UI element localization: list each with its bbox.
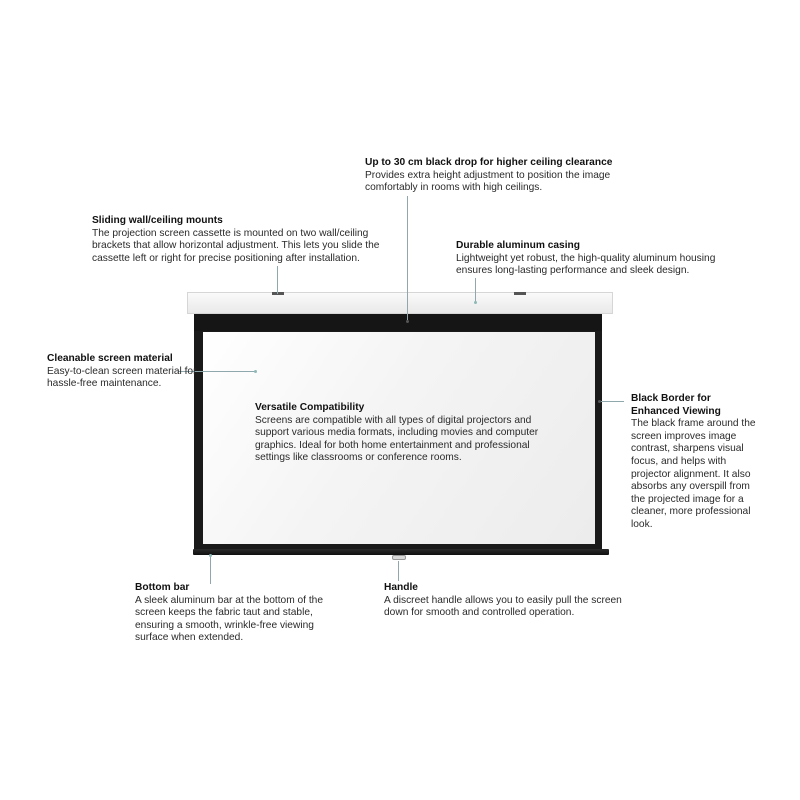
left-mount-bracket xyxy=(272,292,284,295)
leader-line-black-drop xyxy=(407,196,408,320)
callout-compatibility xyxy=(255,402,550,465)
callout-title: Durable aluminum casing xyxy=(456,240,580,251)
black-drop xyxy=(194,314,602,332)
callout-material xyxy=(47,353,197,391)
callout-description: The black frame around the screen improves image contrast, sharpens visual focus, and helps with projector alignment. It also absorbs any overspill from the projected image for a cleaner, more professional look. xyxy=(631,418,756,530)
callout-mounts xyxy=(92,215,387,265)
leader-line-handle xyxy=(398,561,399,581)
aluminum-casing xyxy=(187,292,613,314)
callout-description: A sleek aluminum bar at the bottom of the screen keeps the fabric taut and stable, ensuring a smooth, wrinkle-free viewing surface when extended. xyxy=(135,594,324,644)
callout-title: Black Border for Enhanced Viewing xyxy=(631,393,721,417)
callout-description: Provides extra height adjustment to position the image comfortably in rooms with high ceilings. xyxy=(365,169,611,194)
callout-title: Up to 30 cm black drop for higher ceiling clearance xyxy=(365,157,613,168)
right-mount-bracket xyxy=(514,292,526,295)
callout-title: Handle xyxy=(384,582,418,593)
marker-bottom-bar xyxy=(209,554,212,557)
callout-border xyxy=(631,393,759,532)
marker-black-drop xyxy=(406,320,409,323)
callout-description: Easy-to-clean screen material for hassle-free maintenance. xyxy=(47,365,197,390)
callout-title: Bottom bar xyxy=(135,582,190,593)
callout-title: Sliding wall/ceiling mounts xyxy=(92,215,223,226)
callout-title: Cleanable screen material xyxy=(47,353,173,364)
leader-line-casing xyxy=(475,278,476,302)
callout-handle xyxy=(384,582,624,620)
callout-description: The projection screen cassette is mounted on two wall/ceiling brackets that allow horizontal adjustment. This lets you slide the cassette left or right for precise positioning after installation. xyxy=(92,227,380,264)
leader-line-border xyxy=(600,401,624,402)
callout-bottom-bar xyxy=(135,582,335,645)
callout-title: Versatile Compatibility xyxy=(255,402,365,413)
leader-line-bottom-bar xyxy=(210,556,211,584)
callout-description: A discreet handle allows you to easily pull the screen down for smooth and controlled operation. xyxy=(384,594,622,619)
callout-casing xyxy=(456,240,736,278)
marker-material xyxy=(254,370,257,373)
pull-handle xyxy=(392,555,406,560)
callout-black-drop xyxy=(365,157,635,195)
marker-casing xyxy=(474,301,477,304)
callout-description: Screens are compatible with all types of digital projectors and support various media formats, including movies and computer graphics. Ideal for both home entertainment and professional settings like classrooms or conference rooms. xyxy=(255,414,539,464)
callout-description: Lightweight yet robust, the high-quality aluminum housing ensures long-lasting performance and sleek design. xyxy=(456,252,716,277)
leader-line-mounts xyxy=(277,266,278,294)
marker-border xyxy=(598,400,601,403)
